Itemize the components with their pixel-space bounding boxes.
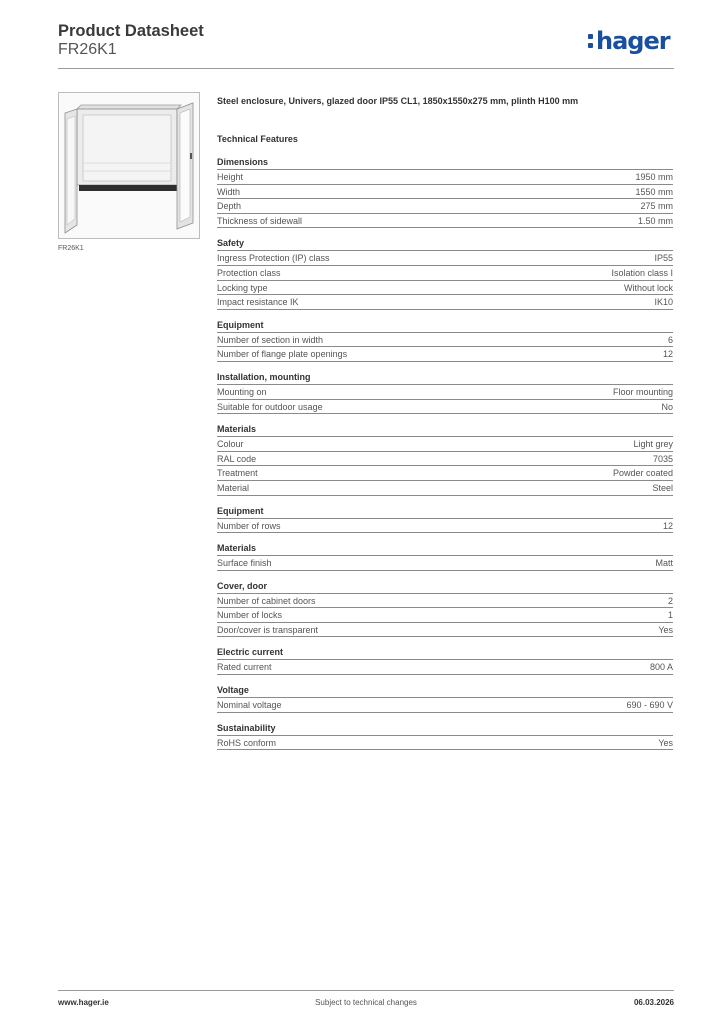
spec-row [217,519,673,534]
spec-group [217,372,673,414]
spec-row [217,214,673,229]
spec-value: Floor mounting [612,386,673,397]
footer-divider [58,990,674,991]
spec-group [217,581,673,638]
spec-groups [217,157,673,750]
spec-group [217,647,673,675]
spec-group [217,157,673,228]
spec-group [217,543,673,571]
spec-group-title: Materials [217,543,673,556]
spec-label: Material [217,482,250,493]
spec-group-title: Installation, mounting [217,372,673,385]
spec-row [217,347,673,362]
spec-value: 1 [667,610,673,621]
spec-value: Matt [655,558,673,569]
spec-row [217,170,673,185]
spec-row [217,623,673,638]
enclosure-image-icon [59,93,199,238]
spec-group [217,320,673,362]
spec-row [217,556,673,571]
footer-website: www.hager.ie [58,998,109,1007]
spec-value: No [661,401,673,412]
spec-label: Number of cabinet doors [217,595,316,606]
spec-label: Nominal voltage [217,700,282,711]
spec-value: IP55 [654,253,673,264]
spec-value: Yes [658,737,673,748]
product-description: Steel enclosure, Univers, glazed door IP55 CL1, 1850x1550x275 mm, plinth H100 mm [217,96,579,106]
spec-row [217,698,673,713]
spec-label: Number of section in width [217,334,324,345]
spec-label: Number of flange plate openings [217,349,348,360]
spec-value: 1550 mm [635,186,673,197]
image-caption: FR26K1 [58,245,84,252]
spec-value: 275 mm [640,201,673,212]
spec-row [217,385,673,400]
spec-label: Treatment [217,468,258,479]
spec-label: Protection class [217,267,281,278]
spec-label: Number of locks [217,610,283,621]
spec-value: 12 [662,349,673,360]
spec-group-title: Cover, door [217,581,673,594]
spec-row [217,466,673,481]
spec-group-title: Equipment [217,320,673,333]
spec-label: RoHS conform [217,737,277,748]
spec-group [217,723,673,751]
spec-row [217,333,673,348]
spec-value: Steel [652,482,673,493]
spec-label: RAL code [217,453,257,464]
spec-value: 1950 mm [635,172,673,182]
spec-value: 7035 [652,453,673,464]
spec-row [217,295,673,310]
spec-value: IK10 [654,297,673,308]
product-image [58,92,200,239]
spec-value: 6 [667,334,673,345]
spec-value: 690 - 690 V [626,700,673,711]
spec-label: Depth [217,201,242,212]
spec-label: Impact resistance IK [217,297,299,308]
spec-group [217,238,673,309]
footer-disclaimer: Subject to technical changes [315,998,417,1007]
spec-group-title: Dimensions [217,157,673,170]
spec-value: 2 [667,595,673,606]
spec-group-title: Electric current [217,647,673,660]
logo-dots-icon [588,32,593,50]
spec-row [217,400,673,415]
spec-label: Rated current [217,662,272,673]
spec-label: Height [217,172,244,182]
spec-row [217,660,673,675]
spec-label: Thickness of sidewall [217,215,303,226]
spec-group-title: Voltage [217,685,673,698]
spec-row [217,185,673,200]
spec-label: Suitable for outdoor usage [217,401,323,412]
spec-row [217,199,673,214]
spec-label: Width [217,186,241,197]
spec-label: Mounting on [217,386,267,397]
spec-value: Without lock [623,282,673,293]
spec-value: 1.50 mm [637,215,673,226]
page-title: Product Datasheet [58,22,204,40]
spec-value: Isolation class I [611,267,673,278]
spec-row [217,736,673,751]
spec-row [217,608,673,623]
footer-date: 06.03.2026 [633,998,674,1007]
spec-group [217,506,673,534]
logo-text: hager [596,27,670,55]
spec-row [217,251,673,266]
spec-value: 800 A [649,662,673,673]
spec-row [217,452,673,467]
spec-label: Ingress Protection (IP) class [217,253,330,264]
spec-value: Light grey [633,439,673,450]
spec-row [217,594,673,609]
spec-group [217,685,673,713]
spec-value: 12 [662,520,673,531]
technical-features-heading: Technical Features [217,134,298,144]
spec-label: Colour [217,439,244,450]
header-divider [58,68,674,69]
page-header [58,22,204,59]
spec-row [217,437,673,452]
product-code: FR26K1 [58,41,117,58]
spec-label: Surface finish [217,558,272,569]
spec-group [217,424,673,495]
spec-group-title: Sustainability [217,723,673,736]
spec-label: Number of rows [217,520,281,531]
spec-group-title: Materials [217,424,673,437]
spec-value: Powder coated [612,468,673,479]
spec-row [217,266,673,281]
spec-value: Yes [658,624,673,635]
spec-group-title: Equipment [217,506,673,519]
spec-row [217,481,673,496]
spec-row [217,281,673,296]
spec-label: Locking type [217,282,268,293]
spec-label: Door/cover is transparent [217,624,319,635]
spec-content [217,96,673,760]
hager-logo [588,27,674,55]
spec-group-title: Safety [217,238,673,251]
